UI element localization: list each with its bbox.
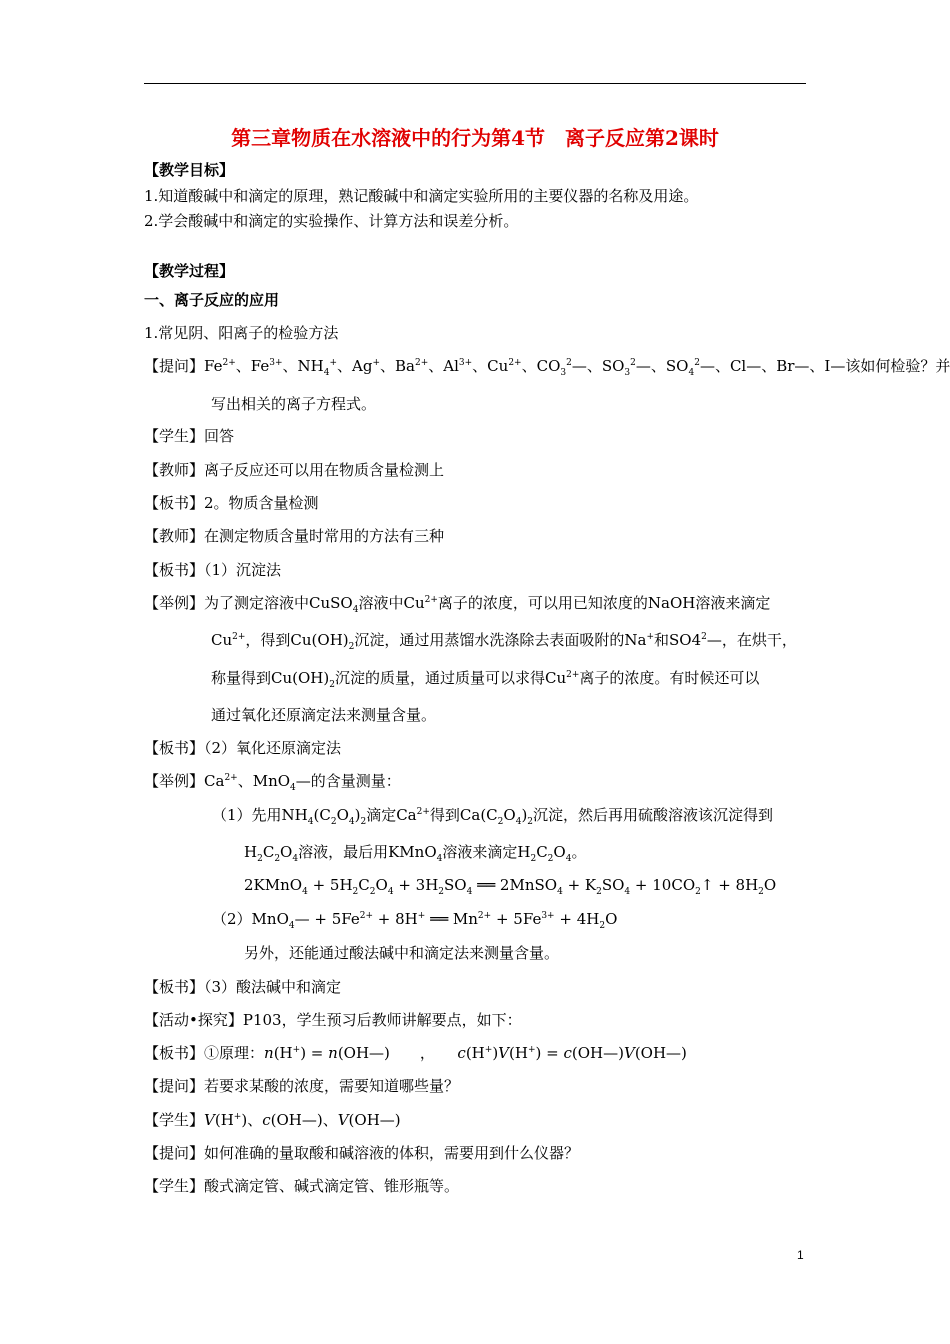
tag-board: 【板书】 bbox=[144, 1044, 205, 1062]
equation-1: 2KMnO$_4$ + $5H_2C_2O_4 + 3H_2SO_4$ ══ 2MnSO$_4$ + $K_2SO_4$ + $10CO_2↑ + 8H_2O$ bbox=[244, 876, 777, 897]
section-heading: 一、离子反应的应用 bbox=[144, 291, 280, 309]
goal-2: 2.学会酸碱中和滴定的实验操作、计算方法和误差分析。 bbox=[144, 212, 519, 230]
tag-question: 【提问】 bbox=[144, 357, 205, 375]
question-ions: 【提问】$Fe^{2+}$、$Fe^{3+}$、$NH_4^+$、Ag+、$Ba^{2+}$、$Al^{3+}$、$Cu^{2+}$、$CO_3^2—$、$SO_3^2—$、$SO_4^2—$、Cl—、Br—、I—该如何检验？并 bbox=[144, 357, 950, 378]
board-1: 【板书】2。物质含量检测 bbox=[144, 494, 319, 512]
student-answer-3: 【学生】酸式滴定管、碱式滴定管、锥形瓶等。 bbox=[144, 1177, 460, 1195]
student-answer-1: 【学生】回答 bbox=[144, 427, 235, 445]
item-1: 1.常见阴、阳离子的检验方法 bbox=[144, 324, 339, 342]
header-rule bbox=[144, 83, 806, 84]
example-1-line-4: 通过氧化还原滴定法来测量含量。 bbox=[211, 706, 437, 724]
question-3: 【提问】如何准确的量取酸和碱溶液的体积，需要用到什么仪器？ bbox=[144, 1144, 580, 1162]
teacher-1: 【教师】离子反应还可以用在物质含量检测上 bbox=[144, 461, 445, 479]
board-3: 【板书】（2）氧化还原滴定法 bbox=[144, 739, 342, 757]
example-1-line-1: 【举例】为了测定溶液中CuSO$_4$溶液中$Cu^{2+}$离子的浓度，可以用已知浓度的NaOH溶液来滴定 bbox=[144, 594, 771, 615]
goal-1: 1.知道酸碱中和滴定的原理，熟记酸碱中和滴定实验所用的主要仪器的名称及用途。 bbox=[144, 187, 699, 205]
another-method: 另外，还能通过酸法碱中和滴定法来测量含量。 bbox=[244, 944, 560, 962]
method-1-cont: $H_2C_2O_4$溶液，最后用KMnO$_4$溶液来滴定$H_2C_2O_4$。 bbox=[244, 843, 587, 864]
example-1-line-2: $Cu^{2+}$，得到$Cu(OH)_2$沉淀，通过用蒸馏水洗涤除去表面吸附的Na+和$SO4^2—$，在烘干， bbox=[211, 631, 797, 652]
tag-example-2: 【举例】 bbox=[144, 772, 205, 790]
question-ions-cont: 写出相关的离子方程式。 bbox=[211, 395, 377, 413]
tag-example: 【举例】 bbox=[144, 594, 205, 612]
page-number: 1 bbox=[797, 1248, 804, 1262]
principle: 【板书】①原理：n(H+) = n(OH—) ， c(H+)V(H+) = c(OH—)V(OH—) bbox=[144, 1044, 687, 1062]
goals-heading: 【教学目标】 bbox=[144, 161, 235, 179]
board-2: 【板书】（1）沉淀法 bbox=[144, 561, 282, 579]
process-heading: 【教学过程】 bbox=[144, 262, 235, 280]
teacher-2: 【教师】在测定物质含量时常用的方法有三种 bbox=[144, 527, 445, 545]
question-2: 【提问】若要求某酸的浓度，需要知道哪些量？ bbox=[144, 1077, 460, 1095]
method-1: （1）先用$NH_4(C_2O_4)_2$滴定$Ca^{2+}$得到$Ca(C_2O_4)_2$沉淀，然后再用硫酸溶液该沉淀得到 bbox=[212, 806, 774, 827]
page-title: 第三章物质在水溶液中的行为第4节 离子反应第2课时 bbox=[231, 126, 719, 150]
equation-2: （2）MnO$_4$— + $5Fe^{2+} + 8H^+$ ══ $Mn^{2+} + 5Fe^{3+} + 4H_2O$ bbox=[212, 910, 618, 931]
student-answer-2: 【学生】V(H+)、c(OH—)、V(OH—) bbox=[144, 1111, 401, 1129]
board-4: 【板书】（3）酸法碱中和滴定 bbox=[144, 978, 342, 996]
example-1-line-3: 称量得到$Cu(OH)_2$沉淀的质量，通过质量可以求得$Cu^{2+}$离子的浓度。有时候还可以 bbox=[211, 669, 760, 690]
activity: 【活动•探究】P103，学生预习后教师讲解要点，如下： bbox=[144, 1011, 522, 1029]
example-2: 【举例】$Ca^{2+}$、MnO$_4$—的含量测量： bbox=[144, 772, 401, 793]
tag-student: 【学生】 bbox=[144, 1111, 205, 1129]
